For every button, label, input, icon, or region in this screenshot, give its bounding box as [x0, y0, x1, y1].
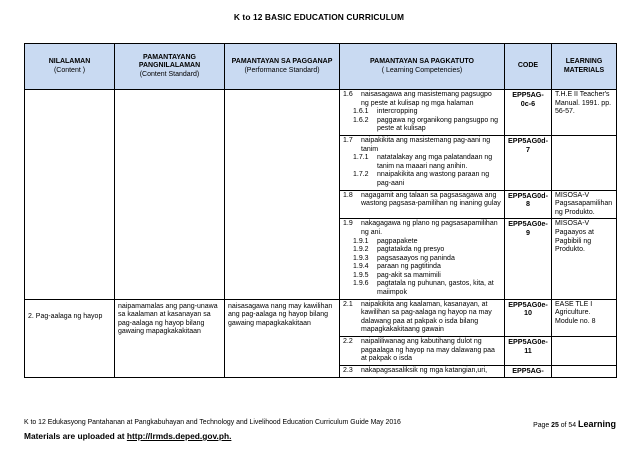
content-cell-empty [25, 90, 115, 300]
lrmds-link[interactable]: http://lrmds.deped.gov.ph. [126, 431, 232, 441]
header-content: NILALAMAN (Content ) [25, 44, 115, 90]
header-performance-standard: PAMANTAYAN SA PAGGANAP (Performance Standard) [225, 44, 340, 90]
materials-cell [552, 135, 617, 190]
page-indicator: Page 25 of 54 Learning [533, 419, 616, 429]
header-content-standard: PAMANTAYANG PANGNILALAMAN (Content Standard) [115, 44, 225, 90]
code-cell: EPP5AG0e-10 [505, 299, 552, 336]
table-header-row [25, 44, 617, 90]
competency-cell: 1.6 naisasagawa ang masistemang pagsugpo ng peste at kulisap ng mga halaman 1.6.1 intercropping 1.6.2 paggawa ng organikong pangsugpo ng peste at kulisap [340, 90, 505, 136]
competency-cell: 1.8 nagagamit ang talaan sa pagsasagawa ang wastong pagsasa-pamilihan ng inaning gulay [340, 190, 505, 219]
materials-cell: MISOSA-V Pagaayos at Pagbibili ng Produkto. [552, 219, 617, 299]
competency-cell: 2.1 naipakikita ang kaalaman, kasanayan, at kawilihan sa pag-aalaga ng hayop na may dalawang paa at pakpak o isda bilang mapagkakakitaang gawain [340, 299, 505, 336]
footer-text: K to 12 Edukasyong Pantahanan at Pangkabuhayan and Technology and Livelihood Education Curriculum Guide May 2016 [24, 419, 401, 426]
code-cell: EPP5AG- [505, 365, 552, 377]
code-cell: EPP5AG0e-11 [505, 337, 552, 366]
competency-cell: 1.7 naipakikita ang masistemang pag-aani ng tanim 1.7.1 natatalakay ang mga palatandaan ng tanim na maaari nang anihin. 1.7.2 nnaipakikita ang wastong paraan ng pag-aani [340, 135, 505, 190]
header-competencies: PAMANTAYAN SA PAGKATUTO ( Learning Competencies) [340, 44, 505, 90]
performance-standard-cell-empty [225, 90, 340, 300]
footer-materials-line: Materials are uploaded at http://lrmds.deped.gov.ph. [24, 431, 232, 441]
header-code: CODE [505, 44, 552, 90]
materials-cell: EASE TLE I Agriculture. Module no. 8 [552, 299, 617, 336]
materials-cell: MISOSA-V Pagsasapamilihan ng Produkto. [552, 190, 617, 219]
competency-cell: 2.3 nakapagsasaliksik ng mga katangian,uri, [340, 365, 505, 377]
content-standard-cell: naipamamalas ang pang-unawa sa kaalaman at kasanayan sa pag-aalaga ng hayop bilang gawaing mapagkakakitaan [115, 299, 225, 377]
competency-cell: 1.9 nakagagawa ng plano ng pagsasapamilihan ng ani. 1.9.1 pagpapakete 1.9.2 pagtatakda ng presyo 1.9.3 pagsasaayos ng paninda 1.9.4 paraan ng pagtitinda 1.9.5 pag-akit sa mamimili 1.9.6 pagtatala ng puhunan, gastos, kita, at maiimpok [340, 219, 505, 299]
materials-cell [552, 337, 617, 366]
code-cell: EPP5AG0d-7 [505, 135, 552, 190]
code-cell: EPP5AG-0c-6 [505, 90, 552, 136]
content-standard-cell-empty [115, 90, 225, 300]
materials-cell: T.H.E II Teacher's Manual. 1991. pp. 56-57. [552, 90, 617, 136]
curriculum-table [24, 43, 617, 378]
materials-cell [552, 365, 617, 377]
code-cell: EPP5AG0d-8 [505, 190, 552, 219]
performance-standard-cell: naisasagawa nang may kawilihan ang pag-aalaga ng hayop bilang gawaing mapagkakakitaan [225, 299, 340, 377]
footer [24, 419, 616, 429]
competency-cell: 2.2 naipaliliwanag ang kabutihang dulot ng pagaalaga ng hayop na may dalawang paa at pakpak o isda [340, 337, 505, 366]
content-cell: 2. Pag-aalaga ng hayop [25, 299, 115, 377]
document-title: K to 12 BASIC EDUCATION CURRICULUM [233, 12, 405, 22]
header-materials: LEARNING MATERIALS [552, 44, 617, 90]
table-row [25, 299, 617, 336]
table-row [25, 90, 617, 136]
code-cell: EPP5AG0e-9 [505, 219, 552, 299]
